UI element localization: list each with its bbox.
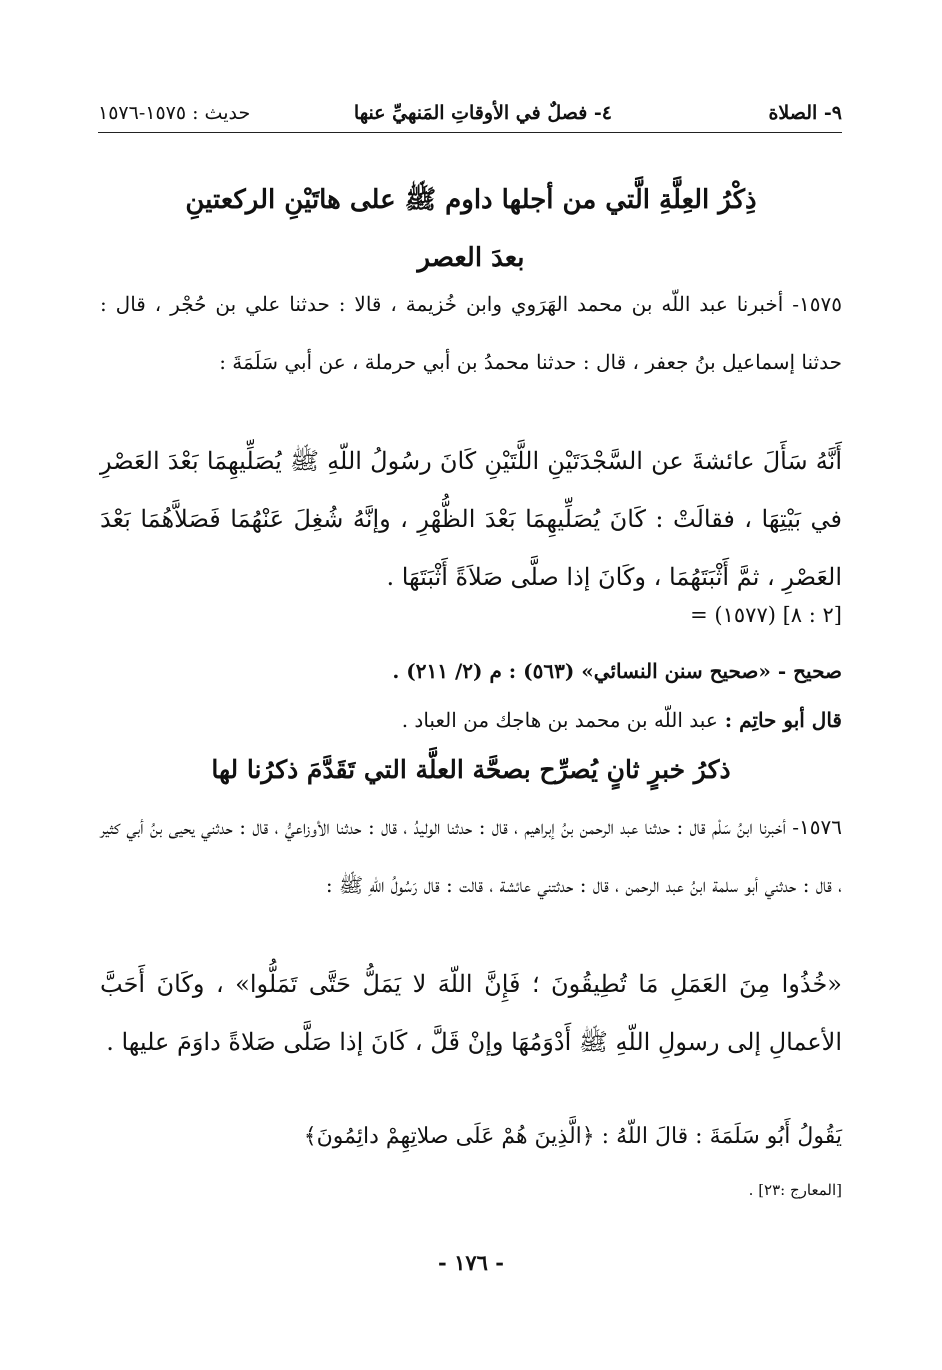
hadith-1575-grading-line xyxy=(392,656,842,686)
note-label: قال أبو حاتِم : xyxy=(717,708,842,732)
chapter-heading-1-line1: ذِكْرُ العِلَّةِ الَّتي من أجلها داوم ﷺ على هاتَيْنِ الركعتينِ xyxy=(185,185,757,215)
page-number: - ١٧٦ - xyxy=(438,1250,504,1275)
hadith-1575-cross-ref: = (١٥٧٧) [٢ : ٨] xyxy=(690,603,842,627)
chapter-heading-2: ذكرُ خبرٍ ثانٍ يُصرِّح بصحَّة العلَّة التي تَقَدَّمَ ذكرُنا لها xyxy=(211,755,731,784)
grading-source: «صحيح سنن النسائي» (٥٦٣) : م (٢/ ٢١١) . xyxy=(392,659,771,683)
header-chapter: ٩- الصلاة xyxy=(768,102,842,124)
header-hadith-range: حديث : ١٥٧٥-١٥٧٦ xyxy=(98,102,251,124)
grading-prefix: صحيح - xyxy=(770,659,842,683)
header-section: ٤- فصلٌ في الأوقاتِ المَنهيِّ عنها xyxy=(353,102,612,124)
hadith-1575-note xyxy=(402,705,842,735)
note-text: عبد اللّه بن محمد بن هاجك من العباد . xyxy=(401,708,718,732)
quran-reference: [المعارج :٢٣] . xyxy=(748,1181,842,1199)
hadith-1575-matn: أَنَّهُ سَأَلَ عائشةَ عن السَّجْدَتَيْنِ اللَّتَيْنِ كَانَ رسُولُ اللّهِ ﷺ يُصَلِّيهِمَا بَعْدَ العَصْرِ في بَيْتِهَا ، فقالَتْ : كَانَ يُصَلِّيهِمَا بَعْدَ الظُّهْرِ ، وإنَّهُ شُغِلَ عَنْهُمَا فَصَلاَّهُمَا بَعْدَ العَصْرِ ، ثمَّ أَثْبَتَهُمَا ، وكَانَ إذا صلَّى صَلاَةً أَثْبَتَهَا . xyxy=(100,447,842,591)
hadith-1576-isnad: ١٥٧٦- أخبرنا ابنُ سَلْم قال : حدثنا عبد الرحمن بنُ إبراهيم ، قال : حدثنا الوليدُ ، قال : حدثنا الأوزاعيُّ ، قال : حدثني يحيى بنُ أبي كثير ، قال : حدثني أبو سلمة ابنُ عبد الرحمن ، قال : حدثتني عائشة ، قالت : قال رَسُولُ اللّهِ ﷺ : xyxy=(100,815,842,897)
hadith-1575-isnad: ١٥٧٥- أخبرنا عبد اللّه بن محمد الهَرَوي وابن خُزيمة ، قالا : حدثنا علي بن حُجْر ، قال : حدثنا إسماعيل بنُ جعفر ، قال : حدثنا محمدُ بن أبي حرملة ، عن أبي سَلَمَةَ : xyxy=(100,292,842,374)
hadith-1576-quote: يَقُولُ أَبُو سَلَمَةَ : قالَ اللّهُ : ﴿الَّذِينَ هُمْ عَلَى صلاتِهِمْ دائِمُونَ﴾ xyxy=(303,1124,842,1149)
chapter-heading-1-line2: بعدَ العصر xyxy=(417,243,525,273)
running-header xyxy=(98,98,842,133)
hadith-1576-matn: «خُذُوا مِنَ العَمَلِ مَا تُطِيقُونَ ؛ فَإِنَّ اللّهَ لا يَمَلُّ حَتَّى تَمَلُّوا» ، وكَانَ أَحَبَّ الأعمالِ إلى رسولِ اللّهِ ﷺ أَدْوَمُهَا وإنْ قَلَّ ، كَانَ إذا صَلَّى صَلاةً داوَمَ عليها . xyxy=(100,970,842,1056)
